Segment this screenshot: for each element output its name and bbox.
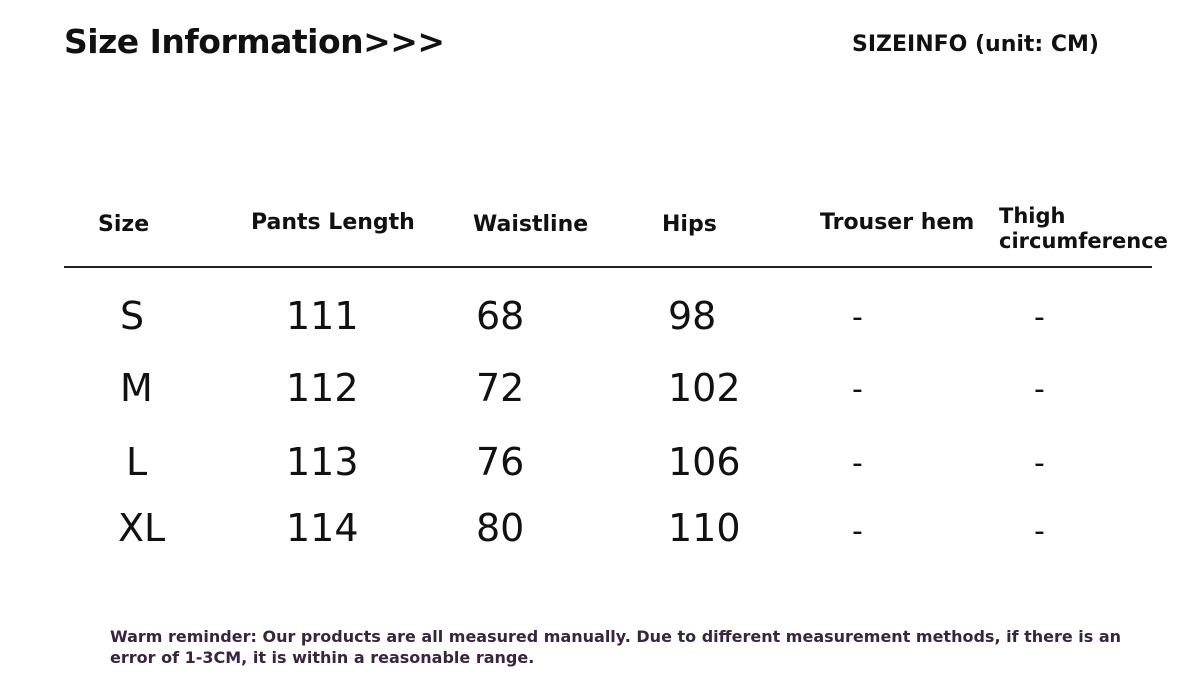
col-header-trouser-hem: Trouser hem [820,210,975,235]
col-header-pants-length: Pants Length [251,210,415,235]
cell-thigh: - [1034,446,1045,481]
unit-label: SIZEINFO (unit: CM) [852,32,1099,57]
cell-trouser-hem: - [852,372,863,407]
cell-waistline: 72 [476,366,525,410]
thigh-header-line1: Thigh [999,204,1066,228]
col-header-hips: Hips [662,212,717,237]
cell-trouser-hem: - [852,300,863,335]
cell-waistline: 68 [476,294,525,338]
cell-hips: 98 [668,294,717,338]
col-header-size: Size [98,212,150,237]
cell-pants-length: 112 [286,366,359,410]
cell-thigh: - [1034,372,1045,407]
page-title: Size Information>>> [64,22,445,61]
cell-waistline: 80 [476,506,525,550]
cell-thigh: - [1034,514,1045,549]
cell-pants-length: 113 [286,440,359,484]
cell-size: M [120,366,153,410]
warm-reminder-note: Warm reminder: Our products are all measured manually. Due to different measurement methods, if there is an error of 1-3CM, it is within a reasonable range. [110,627,1122,667]
cell-size: L [126,440,148,484]
cell-trouser-hem: - [852,514,863,549]
cell-trouser-hem: - [852,446,863,481]
header-divider [64,266,1152,268]
col-header-thigh-circumference [999,204,1168,254]
cell-hips: 110 [668,506,741,550]
cell-pants-length: 114 [286,506,359,550]
cell-hips: 106 [668,440,741,484]
cell-pants-length: 111 [286,294,359,338]
cell-size: XL [118,506,166,550]
cell-hips: 102 [668,366,741,410]
col-header-waistline: Waistline [473,212,589,237]
cell-size: S [120,294,145,338]
cell-waistline: 76 [476,440,525,484]
cell-thigh: - [1034,300,1045,335]
thigh-header-line2: circumference [999,229,1168,253]
